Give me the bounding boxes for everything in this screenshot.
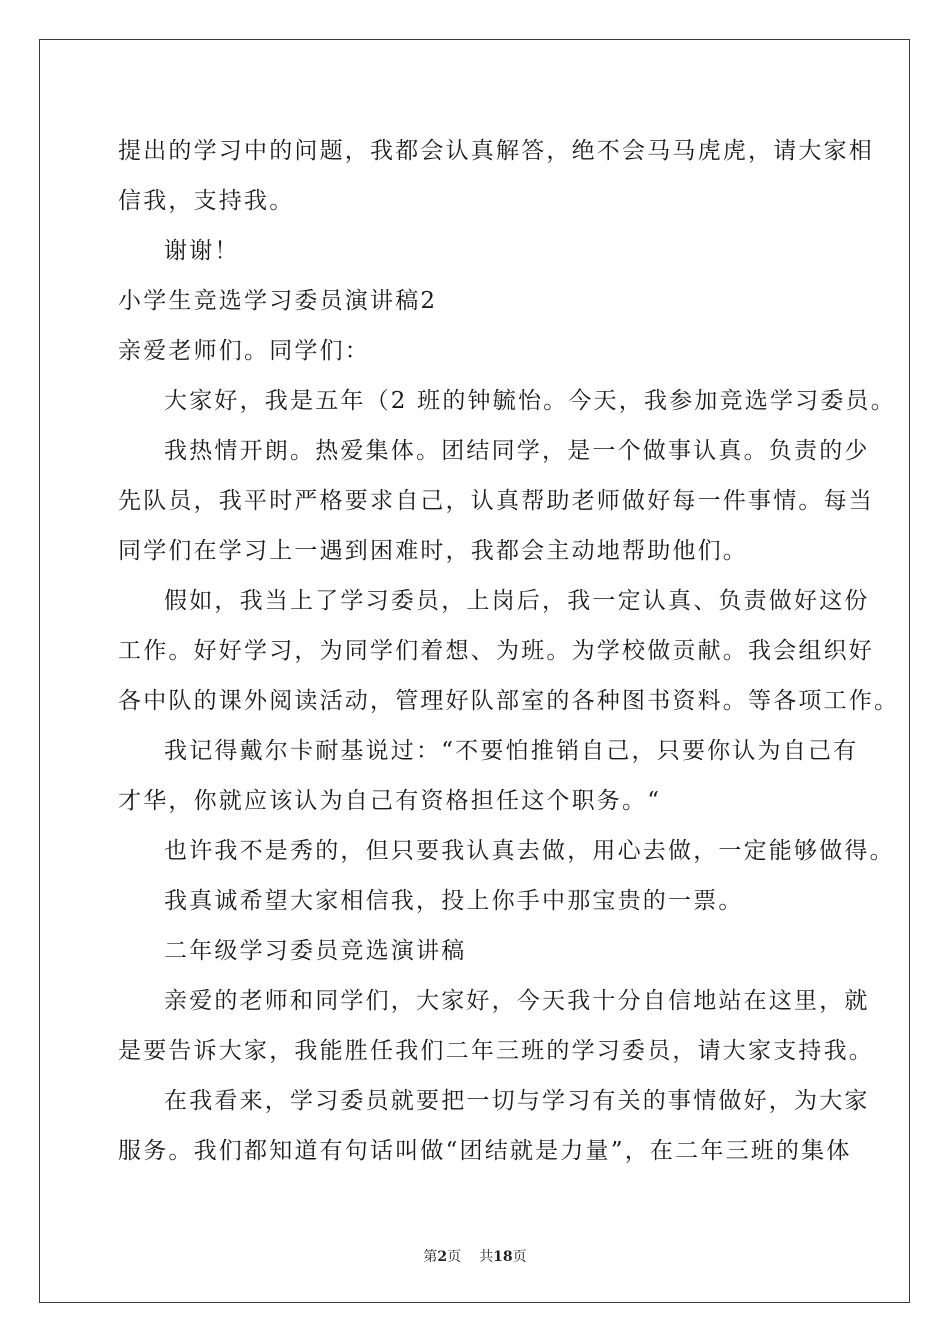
- page-number: 2: [437, 1249, 448, 1265]
- text-line: 我记得戴尔卡耐基说过：“不要怕推销自己，只要你认为自己有: [164, 738, 859, 764]
- text-line: 谢谢！: [164, 238, 240, 264]
- page-prefix: 第: [423, 1249, 438, 1265]
- text-line: 亲爱的老师和同学们，大家好，今天我十分自信地站在这里，就: [164, 988, 870, 1014]
- text-line: 在我看来，学习委员就要把一切与学习有关的事情做好，为大家: [164, 1088, 870, 1114]
- text-line: 提出的学习中的问题，我都会认真解答，绝不会马马虎虎，请大家相: [118, 138, 874, 164]
- total-suffix: 页: [512, 1249, 527, 1265]
- text-line: 我热情开朗。热爱集体。团结同学，是一个做事认真。负责的少: [164, 438, 870, 464]
- text-line: 各中队的课外阅读活动，管理好队部室的各种图书资料。等各项工作。: [118, 688, 900, 714]
- section-heading: 小学生竞选学习委员演讲稿2: [118, 288, 438, 314]
- text-line: 先队员，我平时严格要求自己，认真帮助老师做好每一件事情。每当: [118, 488, 874, 514]
- text-line: 同学们在学习上一遇到困难时，我都会主动地帮助他们。: [118, 538, 748, 564]
- text-line: 假如，我当上了学习委员，上岗后，我一定认真、负责做好这份: [164, 588, 870, 614]
- section-heading: 二年级学习委员竞选演讲稿: [164, 938, 467, 964]
- text-line: 信我，支持我。: [118, 188, 295, 214]
- text-line: 服务。我们都知道有句话叫做“团结就是力量”，在二年三班的集体: [118, 1138, 852, 1164]
- text-line: 我真诚希望大家相信我，投上你手中那宝贵的一票。: [164, 888, 744, 914]
- text-line: 是要告诉大家，我能胜任我们二年三班的学习委员，请大家支持我。: [118, 1038, 874, 1064]
- text-line: 大家好，我是五年（2 班的钟毓怡。今天，我参加竞选学习委员。: [164, 388, 896, 414]
- salutation: 亲爱老师们。同学们：: [118, 338, 370, 364]
- text-line: 才华，你就应该认为自己有资格担任这个职务。“: [118, 788, 662, 814]
- text-line: 工作。好好学习，为同学们着想、为班。为学校做贡献。我会组织好: [118, 638, 874, 664]
- text-line: 也许我不是秀的，但只要我认真去做，用心去做，一定能够做得。: [164, 838, 895, 864]
- page-total: 18: [493, 1249, 513, 1265]
- page-suffix: 页: [447, 1249, 462, 1265]
- total-prefix: 共: [479, 1249, 494, 1265]
- page-footer: [0, 1246, 950, 1266]
